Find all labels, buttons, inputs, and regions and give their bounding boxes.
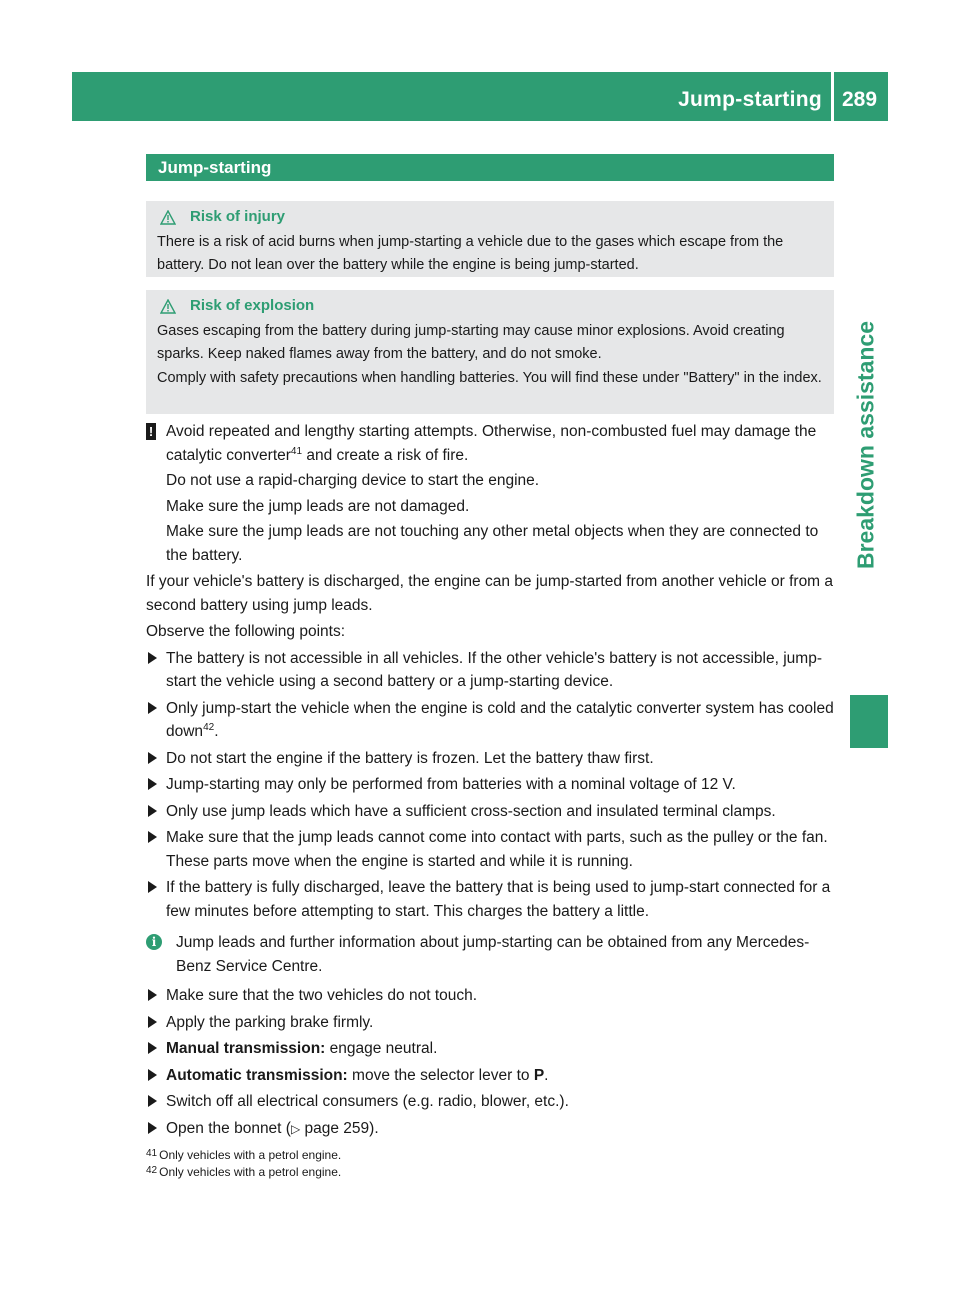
notice-paragraph xyxy=(166,420,834,467)
warning-box-explosion xyxy=(146,290,834,414)
notice-text: and create a risk of fire. xyxy=(302,446,469,464)
arrow-bullet-icon xyxy=(148,1069,157,1081)
arrow-bullet-icon xyxy=(148,805,157,817)
arrow-bullet-icon xyxy=(148,652,157,664)
list-item: Do not start the engine if the battery is frozen. Let the battery thaw first. xyxy=(146,747,834,771)
notice-paragraph: Make sure the jump leads are not damaged. xyxy=(166,497,470,515)
exclamation-icon: ! xyxy=(146,423,156,440)
list-item: Make sure that the two vehicles do not touch. xyxy=(146,984,834,1008)
arrow-bullet-icon xyxy=(148,702,157,714)
notice-paragraph: Make sure the jump leads are not touching any other metal objects when they are connected to the battery. xyxy=(166,523,819,564)
side-tab-marker xyxy=(850,695,888,748)
side-tab-label: Breakdown assistance xyxy=(852,320,879,570)
warning-text: Gases escaping from the battery during jump-starting may cause minor explosions. Avoid creating sparks. Keep naked flames away from the battery, and do not smoke. xyxy=(157,323,785,362)
footnote: $^{42}$ Only vehicles with a petrol engine. xyxy=(146,1165,342,1179)
list-item: Only jump-start the vehicle when the engine is cold and the catalytic converter system has cooled down$^{42}$. xyxy=(146,697,834,744)
footnote-ref: 41 xyxy=(290,445,303,457)
list-item: The battery is not accessible in all vehicles. If the other vehicle's battery is not accessible, jump-start the vehicle using a second battery or a jump-starting device. xyxy=(146,647,834,694)
section-title: Jump-starting xyxy=(158,158,272,177)
body-paragraph: Observe the following points: xyxy=(146,623,346,640)
arrow-bullet-icon xyxy=(148,1095,157,1107)
arrow-bullet-icon xyxy=(148,1122,157,1134)
header-divider xyxy=(831,72,834,121)
arrow-bullet-icon xyxy=(148,881,157,893)
warning-triangle-icon xyxy=(160,299,176,314)
list-item: Manual transmission: engage neutral. xyxy=(146,1037,834,1061)
list-item: If the battery is fully discharged, leave the battery that is being used to jump-start connected for a few minutes before attempting to start. This charges the battery a little. xyxy=(146,876,834,923)
warning-title-injury xyxy=(157,208,822,226)
info-note xyxy=(146,931,834,978)
list-item: Make sure that the jump leads cannot come into contact with parts, such as the pulley or the fan. These parts move when the engine is started and while it is running. xyxy=(146,826,834,873)
caution-notice xyxy=(146,420,834,567)
section-side-tab xyxy=(845,160,888,730)
arrow-bullet-icon xyxy=(148,831,157,843)
footnotes xyxy=(146,1147,834,1181)
page-reference-link[interactable]: page 259). xyxy=(300,1119,379,1137)
warning-title-text: Risk of explosion xyxy=(190,297,315,314)
instruction-list xyxy=(146,647,834,924)
page-number: 289 xyxy=(842,88,878,111)
list-item: Apply the parking brake firmly. xyxy=(146,1011,834,1035)
main-content xyxy=(146,420,834,1141)
body-paragraph: If your vehicle's battery is discharged, the engine can be jump-started from another vehicle or from a second battery using jump leads. xyxy=(146,573,834,614)
warning-box-injury xyxy=(146,201,834,277)
instruction-list xyxy=(146,984,834,1141)
header-title: Jump-starting xyxy=(678,88,822,111)
notice-text: Avoid repeated and lengthy starting attempts. Otherwise, non-combusted fuel may damage the catalytic converter xyxy=(166,423,817,464)
list-item: Open the bonnet (▷ page 259). xyxy=(146,1117,834,1142)
list-item: Only use jump leads which have a sufficient cross-section and insulated terminal clamps. xyxy=(146,800,834,824)
page-reference-icon: ▷ xyxy=(290,1121,301,1136)
notice-paragraph: Do not use a rapid-charging device to start the engine. xyxy=(166,472,540,489)
list-item: Automatic transmission: move the selector lever to P. xyxy=(146,1064,834,1088)
warning-text: There is a risk of acid burns when jump-starting a vehicle due to the gases which escape from the battery. Do not lean over the battery while the engine is being jump-started. xyxy=(157,234,784,273)
arrow-bullet-icon xyxy=(148,778,157,790)
arrow-bullet-icon xyxy=(148,989,157,1001)
arrow-bullet-icon xyxy=(148,1042,157,1054)
warning-text: Comply with safety precautions when handling batteries. You will find these under "Battery" in the index. xyxy=(157,370,822,386)
warning-triangle-icon xyxy=(160,210,176,225)
warning-title-explosion xyxy=(157,297,822,315)
list-item: Switch off all electrical consumers (e.g. radio, blower, etc.). xyxy=(146,1090,834,1114)
arrow-bullet-icon xyxy=(148,1016,157,1028)
info-icon: i xyxy=(146,934,162,950)
footnote-ref: 42 xyxy=(203,721,215,733)
arrow-bullet-icon xyxy=(148,752,157,764)
footnote: $^{41}$ Only vehicles with a petrol engine. xyxy=(146,1148,342,1162)
info-text: Jump leads and further information about jump-starting can be obtained from any Mercedes-Benz Service Centre. xyxy=(176,934,810,975)
section-header xyxy=(146,154,834,181)
list-item: Jump-starting may only be performed from batteries with a nominal voltage of 12 V. xyxy=(146,773,834,797)
warning-title-text: Risk of injury xyxy=(190,208,286,225)
